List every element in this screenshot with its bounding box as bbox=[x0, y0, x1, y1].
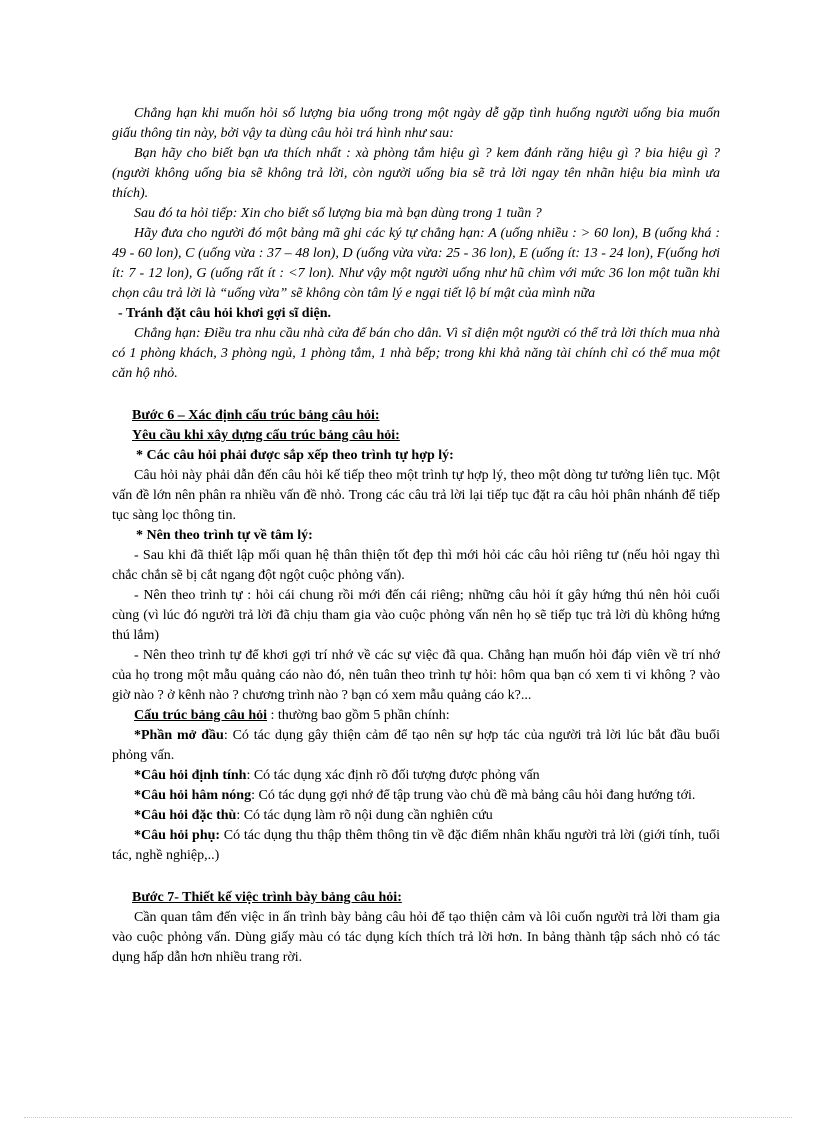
part-auxiliary bbox=[112, 826, 720, 866]
step7-heading: Bước 7- Thiết kế việc trình bày bảng câu hỏi: bbox=[132, 890, 402, 905]
part-specific bbox=[112, 806, 720, 826]
followup-question-paragraph: Sau đó ta hỏi tiếp: Xin cho biết số lượng bia mà bạn dùng trong 1 tuần ? bbox=[134, 206, 542, 221]
part-text: : Có tác dụng làm rõ nội dung cần nghiên cứu bbox=[236, 808, 493, 823]
disguised-question-paragraph: Bạn hãy cho biết bạn ưa thích nhất : xà phòng tắm hiệu gì ? kem đánh răng hiệu gì ? bia hiệu gì ? (người không uống bia sẽ không trả lời, còn người uống bia sẽ trả lời ngay tên nhãn hiệu bia mình ưa thích). bbox=[112, 146, 720, 201]
part-text: Có tác dụng thu thập thêm thông tin về đặc điểm nhân khẩu người trả lời (giới tính, tuổi tác, nghề nghiệp,..) bbox=[112, 828, 721, 863]
requirement2-point-b: - Nên theo trình tự : hỏi cái chung rồi mới đến cái riêng; những câu hỏi ít gây hứng thú nên hỏi cuối cùng (vì lúc đó người trả lời đã chịu tham gia vào cuộc phỏng vấn nên họ sẽ tiếp tục trả lời dù không hứng thú lắm) bbox=[112, 588, 720, 643]
page-bottom-divider bbox=[24, 1117, 792, 1118]
avoid-prestige-point: - Tránh đặt câu hỏi khơi gợi sĩ diện. bbox=[118, 306, 331, 321]
structure-intro bbox=[112, 706, 720, 726]
part-label: *Câu hỏi định tính bbox=[134, 768, 247, 783]
example-paragraph-beer: Chẳng hạn khi muốn hỏi số lượng bia uống trong một ngày dễ gặp tình huống người uống bia muốn giấu thông tin này, bởi vậy ta dùng câu hỏi trá hình như sau: bbox=[112, 106, 720, 141]
part-label: *Câu hỏi phụ: bbox=[134, 828, 221, 843]
requirement1-text: Câu hỏi này phải dẫn đến câu hỏi kế tiếp theo một trình tự hợp lý, theo một dòng tư tưởng liên tục. Một vấn đề lớn nên phân ra nhiều vấn đề nhỏ. Trong các câu trả lời lại tiếp tục đặt ra câu hỏi phân nhánh để tiếp tục sàng lọc thông tin. bbox=[112, 468, 720, 523]
code-table-paragraph: Hãy đưa cho người đó một bảng mã ghi các ký tự chẳng hạn: A (uống nhiều : > 60 lon), B (uống khá : 49 - 60 lon), C (uống vừa : 37 – 48 lon), D (uống vừa vừa: 25 - 36 lon), E (uống ít: 13 - 24 lon), F(uống hơi ít: 7 - 12 lon), G (uống rất ít : <7 lon). Như vậy một người uống như hũ chìm với mức 36 lon một tuần khi chọn câu trả lời là “uống vừa” sẽ không còn tâm lý e ngại tiết lộ bí mật của mình nữa bbox=[112, 226, 720, 301]
part-opening bbox=[112, 726, 720, 766]
step6-heading: Bước 6 – Xác định cấu trúc bảng câu hỏi: bbox=[132, 408, 380, 423]
housing-example-paragraph: Chẳng hạn: Điều tra nhu cầu nhà cửa để bán cho dân. Vì sĩ diện một người có thể trả lời thích mua nhà có 1 phòng khách, 3 phòng ngủ, 1 phòng tắm, 1 nhà bếp; trong khi khả năng tài chính chỉ có thể mua một căn hộ nhỏ. bbox=[112, 326, 720, 381]
requirement2-title: * Nên theo trình tự về tâm lý: bbox=[136, 528, 313, 543]
document-page bbox=[112, 104, 720, 968]
requirement1-title: * Các câu hỏi phải được sắp xếp theo trình tự hợp lý: bbox=[136, 448, 454, 463]
part-label: *Phần mở đầu bbox=[134, 728, 224, 743]
part-label: *Câu hỏi hâm nóng bbox=[134, 788, 252, 803]
structure-label: Cấu trúc bảng câu hỏi bbox=[134, 708, 268, 723]
step6-subheading: Yêu cầu khi xây dựng cấu trúc bảng câu hỏi: bbox=[132, 428, 400, 443]
part-text: : Có tác dụng xác định rõ đối tượng được phỏng vấn bbox=[246, 768, 540, 783]
requirement2-point-a: - Sau khi đã thiết lập mối quan hệ thân thiện tốt đẹp thì mới hỏi các câu hỏi riêng tư (nếu hỏi ngay thì chắc chắn sẽ bị cắt ngang đột ngột cuộc phỏng vấn). bbox=[112, 548, 720, 583]
step7-text: Cần quan tâm đến việc in ấn trình bày bảng câu hỏi để tạo thiện cảm và lôi cuốn người trả lời tham gia vào cuộc phỏng vấn. Dùng giấy màu có tác dụng kích thích trả lời hơn. In bảng thành tập sách nhỏ có tác dụng hấp dẫn hơn nhiều trang rời. bbox=[112, 910, 720, 965]
part-qualitative bbox=[112, 766, 720, 786]
requirement2-point-c: - Nên theo trình tự để khơi gợi trí nhớ về các sự việc đã qua. Chẳng hạn muốn hỏi đáp viên về trí nhớ của họ trong một mẫu quảng cáo nào đó, nên tuân theo trình tự hỏi: hôm qua bạn có xem ti vi không ? vào giờ nào ? ở kênh nào ? chương trình nào ? bạn có xem mẫu quảng cáo k?... bbox=[112, 648, 720, 703]
part-warmup bbox=[112, 786, 720, 806]
structure-text: : thường bao gồm 5 phần chính: bbox=[267, 708, 450, 723]
part-label: *Câu hỏi đặc thù bbox=[134, 808, 237, 823]
part-text: : Có tác dụng gây thiện cảm để tạo nên sự hợp tác của người trả lời lúc bắt đầu buổi phỏng vấn. bbox=[112, 728, 720, 763]
part-text: : Có tác dụng gợi nhớ để tập trung vào chủ đề mà bảng câu hỏi đang hướng tới. bbox=[251, 788, 696, 803]
